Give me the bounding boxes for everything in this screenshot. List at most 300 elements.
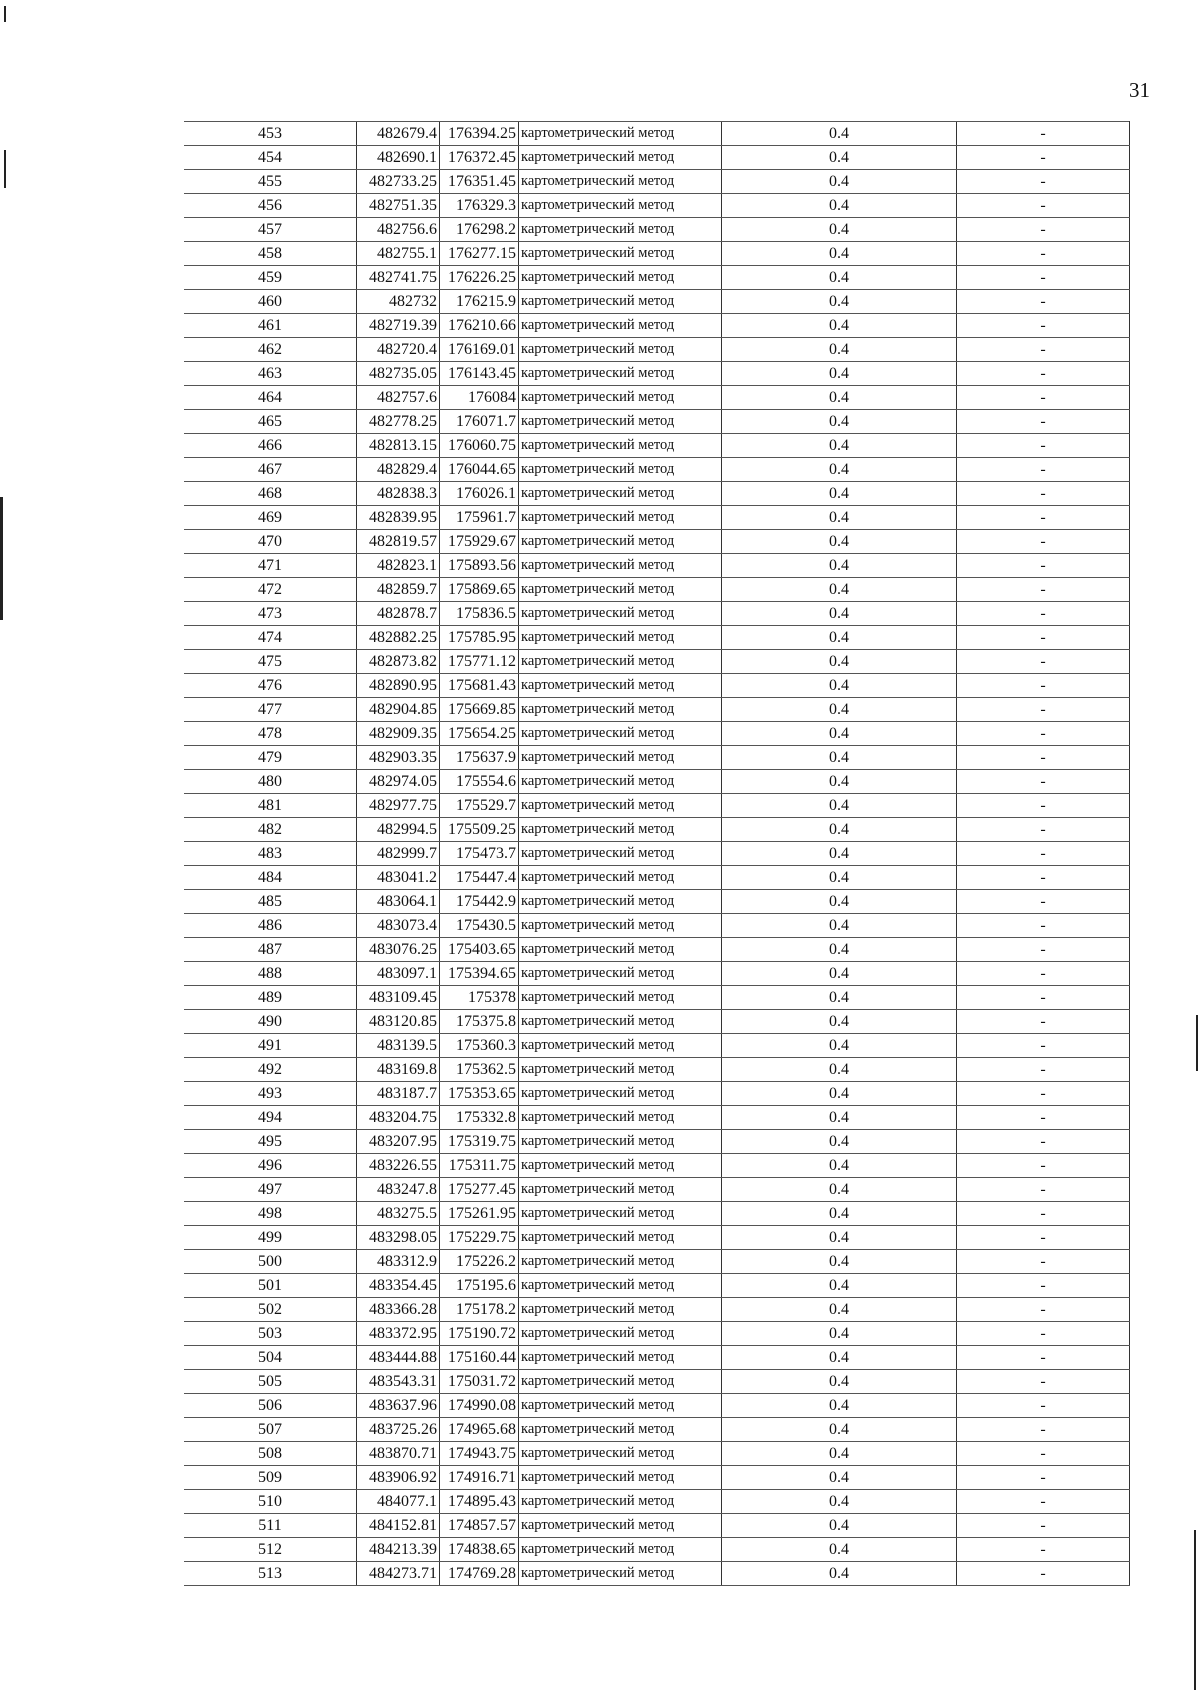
accuracy-cell: 0.4 — [722, 818, 957, 842]
method-cell: картометрический метод — [519, 1106, 722, 1130]
x-coordinate-cell: 482873.82 — [357, 650, 440, 674]
x-coordinate-cell: 482720.4 — [357, 338, 440, 362]
x-coordinate-cell: 484273.71 — [357, 1562, 440, 1586]
table-row — [184, 1034, 1130, 1058]
point-number-cell: 512 — [184, 1538, 357, 1562]
accuracy-cell: 0.4 — [722, 218, 957, 242]
y-coordinate-cell: 175681.43 — [440, 674, 519, 698]
note-cell: - — [957, 314, 1130, 338]
method-cell: картометрический метод — [519, 986, 722, 1010]
y-coordinate-cell: 175332.8 — [440, 1106, 519, 1130]
accuracy-cell: 0.4 — [722, 1442, 957, 1466]
method-cell: картометрический метод — [519, 698, 722, 722]
x-coordinate-cell: 482878.7 — [357, 602, 440, 626]
accuracy-cell: 0.4 — [722, 698, 957, 722]
point-number-cell: 487 — [184, 938, 357, 962]
x-coordinate-cell: 482904.85 — [357, 698, 440, 722]
x-coordinate-cell: 482679.4 — [357, 122, 440, 146]
note-cell: - — [957, 1466, 1130, 1490]
accuracy-cell: 0.4 — [722, 1562, 957, 1586]
y-coordinate-cell: 175637.9 — [440, 746, 519, 770]
note-cell: - — [957, 578, 1130, 602]
table-row — [184, 578, 1130, 602]
table-row — [184, 1226, 1130, 1250]
point-number-cell: 478 — [184, 722, 357, 746]
table-row — [184, 506, 1130, 530]
accuracy-cell: 0.4 — [722, 794, 957, 818]
y-coordinate-cell: 175319.75 — [440, 1130, 519, 1154]
x-coordinate-cell: 483073.4 — [357, 914, 440, 938]
accuracy-cell: 0.4 — [722, 1202, 957, 1226]
table-row — [184, 170, 1130, 194]
y-coordinate-cell: 175378 — [440, 986, 519, 1010]
method-cell: картометрический метод — [519, 338, 722, 362]
table-row — [184, 722, 1130, 746]
y-coordinate-cell: 175654.25 — [440, 722, 519, 746]
point-number-cell: 479 — [184, 746, 357, 770]
point-number-cell: 506 — [184, 1394, 357, 1418]
point-number-cell: 472 — [184, 578, 357, 602]
table-row — [184, 1394, 1130, 1418]
table-row — [184, 1010, 1130, 1034]
method-cell: картометрический метод — [519, 530, 722, 554]
y-coordinate-cell: 175473.7 — [440, 842, 519, 866]
table-row — [184, 434, 1130, 458]
x-coordinate-cell: 483139.5 — [357, 1034, 440, 1058]
note-cell: - — [957, 794, 1130, 818]
note-cell: - — [957, 1514, 1130, 1538]
table-row — [184, 770, 1130, 794]
y-coordinate-cell: 176026.1 — [440, 482, 519, 506]
point-number-cell: 455 — [184, 170, 357, 194]
method-cell: картометрический метод — [519, 1226, 722, 1250]
point-number-cell: 490 — [184, 1010, 357, 1034]
y-coordinate-cell: 175261.95 — [440, 1202, 519, 1226]
method-cell: картометрический метод — [519, 1538, 722, 1562]
point-number-cell: 510 — [184, 1490, 357, 1514]
x-coordinate-cell: 483076.25 — [357, 938, 440, 962]
y-coordinate-cell: 174895.43 — [440, 1490, 519, 1514]
accuracy-cell: 0.4 — [722, 986, 957, 1010]
point-number-cell: 467 — [184, 458, 357, 482]
note-cell: - — [957, 938, 1130, 962]
accuracy-cell: 0.4 — [722, 842, 957, 866]
point-number-cell: 493 — [184, 1082, 357, 1106]
note-cell: - — [957, 1538, 1130, 1562]
method-cell: картометрический метод — [519, 794, 722, 818]
accuracy-cell: 0.4 — [722, 1106, 957, 1130]
note-cell: - — [957, 698, 1130, 722]
method-cell: картометрический метод — [519, 410, 722, 434]
y-coordinate-cell: 175403.65 — [440, 938, 519, 962]
point-number-cell: 482 — [184, 818, 357, 842]
method-cell: картометрический метод — [519, 650, 722, 674]
note-cell: - — [957, 266, 1130, 290]
point-number-cell: 495 — [184, 1130, 357, 1154]
x-coordinate-cell: 482838.3 — [357, 482, 440, 506]
x-coordinate-cell: 483204.75 — [357, 1106, 440, 1130]
method-cell: картометрический метод — [519, 1346, 722, 1370]
note-cell: - — [957, 1178, 1130, 1202]
x-coordinate-cell: 482994.5 — [357, 818, 440, 842]
note-cell: - — [957, 1442, 1130, 1466]
table-row — [184, 890, 1130, 914]
point-number-cell: 502 — [184, 1298, 357, 1322]
note-cell: - — [957, 122, 1130, 146]
y-coordinate-cell: 176351.45 — [440, 170, 519, 194]
table-row — [184, 1466, 1130, 1490]
note-cell: - — [957, 626, 1130, 650]
note-cell: - — [957, 1058, 1130, 1082]
point-number-cell: 511 — [184, 1514, 357, 1538]
x-coordinate-cell: 483372.95 — [357, 1322, 440, 1346]
accuracy-cell: 0.4 — [722, 1010, 957, 1034]
accuracy-cell: 0.4 — [722, 1490, 957, 1514]
y-coordinate-cell: 175447.4 — [440, 866, 519, 890]
accuracy-cell: 0.4 — [722, 674, 957, 698]
method-cell: картометрический метод — [519, 1178, 722, 1202]
note-cell: - — [957, 1370, 1130, 1394]
y-coordinate-cell: 175785.95 — [440, 626, 519, 650]
note-cell: - — [957, 386, 1130, 410]
method-cell: картометрический метод — [519, 362, 722, 386]
point-number-cell: 460 — [184, 290, 357, 314]
table-row — [184, 530, 1130, 554]
table-row — [184, 146, 1130, 170]
accuracy-cell: 0.4 — [722, 386, 957, 410]
accuracy-cell: 0.4 — [722, 1274, 957, 1298]
method-cell: картометрический метод — [519, 1250, 722, 1274]
x-coordinate-cell: 483097.1 — [357, 962, 440, 986]
note-cell: - — [957, 1250, 1130, 1274]
method-cell: картометрический метод — [519, 1370, 722, 1394]
method-cell: картометрический метод — [519, 722, 722, 746]
accuracy-cell: 0.4 — [722, 1466, 957, 1490]
x-coordinate-cell: 483870.71 — [357, 1442, 440, 1466]
y-coordinate-cell: 175669.85 — [440, 698, 519, 722]
note-cell: - — [957, 506, 1130, 530]
table-row — [184, 962, 1130, 986]
method-cell: картометрический метод — [519, 218, 722, 242]
accuracy-cell: 0.4 — [722, 1226, 957, 1250]
note-cell: - — [957, 1490, 1130, 1514]
x-coordinate-cell: 482890.95 — [357, 674, 440, 698]
x-coordinate-cell: 483637.96 — [357, 1394, 440, 1418]
accuracy-cell: 0.4 — [722, 1322, 957, 1346]
y-coordinate-cell: 175195.6 — [440, 1274, 519, 1298]
x-coordinate-cell: 484077.1 — [357, 1490, 440, 1514]
x-coordinate-cell: 484213.39 — [357, 1538, 440, 1562]
y-coordinate-cell: 176084 — [440, 386, 519, 410]
table-row — [184, 1298, 1130, 1322]
x-coordinate-cell: 482859.7 — [357, 578, 440, 602]
point-number-cell: 476 — [184, 674, 357, 698]
table-row — [184, 290, 1130, 314]
y-coordinate-cell: 176372.45 — [440, 146, 519, 170]
table-row — [184, 746, 1130, 770]
point-number-cell: 461 — [184, 314, 357, 338]
x-coordinate-cell: 482839.95 — [357, 506, 440, 530]
accuracy-cell: 0.4 — [722, 746, 957, 770]
x-coordinate-cell: 482819.57 — [357, 530, 440, 554]
method-cell: картометрический метод — [519, 1202, 722, 1226]
accuracy-cell: 0.4 — [722, 170, 957, 194]
y-coordinate-cell: 174916.71 — [440, 1466, 519, 1490]
note-cell: - — [957, 914, 1130, 938]
table-row — [184, 602, 1130, 626]
table-row — [184, 1202, 1130, 1226]
point-number-cell: 469 — [184, 506, 357, 530]
note-cell: - — [957, 1106, 1130, 1130]
table-row — [184, 674, 1130, 698]
x-coordinate-cell: 482741.75 — [357, 266, 440, 290]
note-cell: - — [957, 434, 1130, 458]
y-coordinate-cell: 175190.72 — [440, 1322, 519, 1346]
point-number-cell: 480 — [184, 770, 357, 794]
point-number-cell: 453 — [184, 122, 357, 146]
page-number: 31 — [1129, 78, 1150, 102]
note-cell: - — [957, 722, 1130, 746]
table-row — [184, 986, 1130, 1010]
note-cell: - — [957, 1154, 1130, 1178]
point-number-cell: 463 — [184, 362, 357, 386]
note-cell: - — [957, 242, 1130, 266]
method-cell: картометрический метод — [519, 674, 722, 698]
accuracy-cell: 0.4 — [722, 410, 957, 434]
point-number-cell: 496 — [184, 1154, 357, 1178]
table-row — [184, 338, 1130, 362]
note-cell: - — [957, 530, 1130, 554]
method-cell: картометрический метод — [519, 314, 722, 338]
y-coordinate-cell: 175277.45 — [440, 1178, 519, 1202]
table-row — [184, 1154, 1130, 1178]
x-coordinate-cell: 482813.15 — [357, 434, 440, 458]
point-number-cell: 456 — [184, 194, 357, 218]
note-cell: - — [957, 1562, 1130, 1586]
accuracy-cell: 0.4 — [722, 602, 957, 626]
note-cell: - — [957, 1274, 1130, 1298]
accuracy-cell: 0.4 — [722, 1154, 957, 1178]
accuracy-cell: 0.4 — [722, 554, 957, 578]
table-row — [184, 1274, 1130, 1298]
y-coordinate-cell: 175375.8 — [440, 1010, 519, 1034]
method-cell: картометрический метод — [519, 482, 722, 506]
note-cell: - — [957, 146, 1130, 170]
x-coordinate-cell: 483275.5 — [357, 1202, 440, 1226]
x-coordinate-cell: 482733.25 — [357, 170, 440, 194]
scan-mark-right-1 — [1196, 1015, 1198, 1071]
note-cell: - — [957, 194, 1130, 218]
x-coordinate-cell: 482719.39 — [357, 314, 440, 338]
point-number-cell: 465 — [184, 410, 357, 434]
note-cell: - — [957, 1226, 1130, 1250]
note-cell: - — [957, 410, 1130, 434]
point-number-cell: 501 — [184, 1274, 357, 1298]
accuracy-cell: 0.4 — [722, 866, 957, 890]
method-cell: картометрический метод — [519, 1298, 722, 1322]
note-cell: - — [957, 1202, 1130, 1226]
x-coordinate-cell: 482778.25 — [357, 410, 440, 434]
accuracy-cell: 0.4 — [722, 146, 957, 170]
y-coordinate-cell: 175031.72 — [440, 1370, 519, 1394]
scan-mark-top-left — [4, 6, 6, 22]
note-cell: - — [957, 1010, 1130, 1034]
accuracy-cell: 0.4 — [722, 266, 957, 290]
x-coordinate-cell: 484152.81 — [357, 1514, 440, 1538]
point-number-cell: 454 — [184, 146, 357, 170]
method-cell: картометрический метод — [519, 146, 722, 170]
method-cell: картометрический метод — [519, 1058, 722, 1082]
table-row — [184, 122, 1130, 146]
note-cell: - — [957, 1034, 1130, 1058]
point-number-cell: 464 — [184, 386, 357, 410]
method-cell: картометрический метод — [519, 1562, 722, 1586]
point-number-cell: 475 — [184, 650, 357, 674]
y-coordinate-cell: 174943.75 — [440, 1442, 519, 1466]
accuracy-cell: 0.4 — [722, 1346, 957, 1370]
method-cell: картометрический метод — [519, 434, 722, 458]
y-coordinate-cell: 175160.44 — [440, 1346, 519, 1370]
coordinates-table — [184, 121, 1130, 1586]
y-coordinate-cell: 175430.5 — [440, 914, 519, 938]
note-cell: - — [957, 650, 1130, 674]
x-coordinate-cell: 482735.05 — [357, 362, 440, 386]
point-number-cell: 485 — [184, 890, 357, 914]
accuracy-cell: 0.4 — [722, 770, 957, 794]
note-cell: - — [957, 170, 1130, 194]
note-cell: - — [957, 1346, 1130, 1370]
table-row — [184, 1442, 1130, 1466]
method-cell: картометрический метод — [519, 290, 722, 314]
point-number-cell: 504 — [184, 1346, 357, 1370]
y-coordinate-cell: 175311.75 — [440, 1154, 519, 1178]
point-number-cell: 491 — [184, 1034, 357, 1058]
point-number-cell: 505 — [184, 1370, 357, 1394]
table-row — [184, 386, 1130, 410]
x-coordinate-cell: 482755.1 — [357, 242, 440, 266]
method-cell: картометрический метод — [519, 506, 722, 530]
x-coordinate-cell: 482751.35 — [357, 194, 440, 218]
accuracy-cell: 0.4 — [722, 890, 957, 914]
accuracy-cell: 0.4 — [722, 482, 957, 506]
y-coordinate-cell: 175869.65 — [440, 578, 519, 602]
method-cell: картометрический метод — [519, 1442, 722, 1466]
point-number-cell: 483 — [184, 842, 357, 866]
note-cell: - — [957, 338, 1130, 362]
table-row — [184, 1346, 1130, 1370]
table-row — [184, 1130, 1130, 1154]
x-coordinate-cell: 483444.88 — [357, 1346, 440, 1370]
method-cell: картометрический метод — [519, 1394, 722, 1418]
method-cell: картометрический метод — [519, 866, 722, 890]
scan-mark-left-1 — [4, 150, 6, 188]
table-row — [184, 242, 1130, 266]
y-coordinate-cell: 175362.5 — [440, 1058, 519, 1082]
table-row — [184, 1250, 1130, 1274]
accuracy-cell: 0.4 — [722, 362, 957, 386]
table-row — [184, 1538, 1130, 1562]
table-row — [184, 458, 1130, 482]
method-cell: картометрический метод — [519, 914, 722, 938]
x-coordinate-cell: 482903.35 — [357, 746, 440, 770]
point-number-cell: 486 — [184, 914, 357, 938]
method-cell: картометрический метод — [519, 122, 722, 146]
method-cell: картометрический метод — [519, 554, 722, 578]
y-coordinate-cell: 175394.65 — [440, 962, 519, 986]
accuracy-cell: 0.4 — [722, 1418, 957, 1442]
method-cell: картометрический метод — [519, 1034, 722, 1058]
accuracy-cell: 0.4 — [722, 626, 957, 650]
accuracy-cell: 0.4 — [722, 650, 957, 674]
method-cell: картометрический метод — [519, 170, 722, 194]
accuracy-cell: 0.4 — [722, 722, 957, 746]
method-cell: картометрический метод — [519, 842, 722, 866]
y-coordinate-cell: 176210.66 — [440, 314, 519, 338]
y-coordinate-cell: 175226.2 — [440, 1250, 519, 1274]
y-coordinate-cell: 175929.67 — [440, 530, 519, 554]
table-row — [184, 1178, 1130, 1202]
x-coordinate-cell: 482882.25 — [357, 626, 440, 650]
method-cell: картометрический метод — [519, 1154, 722, 1178]
note-cell: - — [957, 1322, 1130, 1346]
y-coordinate-cell: 175961.7 — [440, 506, 519, 530]
y-coordinate-cell: 174965.68 — [440, 1418, 519, 1442]
accuracy-cell: 0.4 — [722, 1178, 957, 1202]
x-coordinate-cell: 483298.05 — [357, 1226, 440, 1250]
y-coordinate-cell: 175442.9 — [440, 890, 519, 914]
note-cell: - — [957, 290, 1130, 314]
point-number-cell: 481 — [184, 794, 357, 818]
table-row — [184, 194, 1130, 218]
table-row — [184, 1082, 1130, 1106]
y-coordinate-cell: 175529.7 — [440, 794, 519, 818]
method-cell: картометрический метод — [519, 386, 722, 410]
method-cell: картометрический метод — [519, 1466, 722, 1490]
accuracy-cell: 0.4 — [722, 1082, 957, 1106]
note-cell: - — [957, 842, 1130, 866]
y-coordinate-cell: 176215.9 — [440, 290, 519, 314]
point-number-cell: 470 — [184, 530, 357, 554]
table-row — [184, 1562, 1130, 1586]
accuracy-cell: 0.4 — [722, 914, 957, 938]
point-number-cell: 507 — [184, 1418, 357, 1442]
point-number-cell: 466 — [184, 434, 357, 458]
y-coordinate-cell: 176044.65 — [440, 458, 519, 482]
method-cell: картометрический метод — [519, 1418, 722, 1442]
method-cell: картометрический метод — [519, 746, 722, 770]
method-cell: картометрический метод — [519, 1010, 722, 1034]
x-coordinate-cell: 482999.7 — [357, 842, 440, 866]
accuracy-cell: 0.4 — [722, 314, 957, 338]
note-cell: - — [957, 1082, 1130, 1106]
method-cell: картометрический метод — [519, 1322, 722, 1346]
table-row — [184, 866, 1130, 890]
method-cell: картометрический метод — [519, 1490, 722, 1514]
x-coordinate-cell: 482977.75 — [357, 794, 440, 818]
method-cell: картометрический метод — [519, 266, 722, 290]
y-coordinate-cell: 175836.5 — [440, 602, 519, 626]
note-cell: - — [957, 482, 1130, 506]
x-coordinate-cell: 483041.2 — [357, 866, 440, 890]
accuracy-cell: 0.4 — [722, 122, 957, 146]
point-number-cell: 503 — [184, 1322, 357, 1346]
accuracy-cell: 0.4 — [722, 1058, 957, 1082]
point-number-cell: 459 — [184, 266, 357, 290]
y-coordinate-cell: 176329.3 — [440, 194, 519, 218]
accuracy-cell: 0.4 — [722, 290, 957, 314]
accuracy-cell: 0.4 — [722, 1034, 957, 1058]
note-cell: - — [957, 458, 1130, 482]
